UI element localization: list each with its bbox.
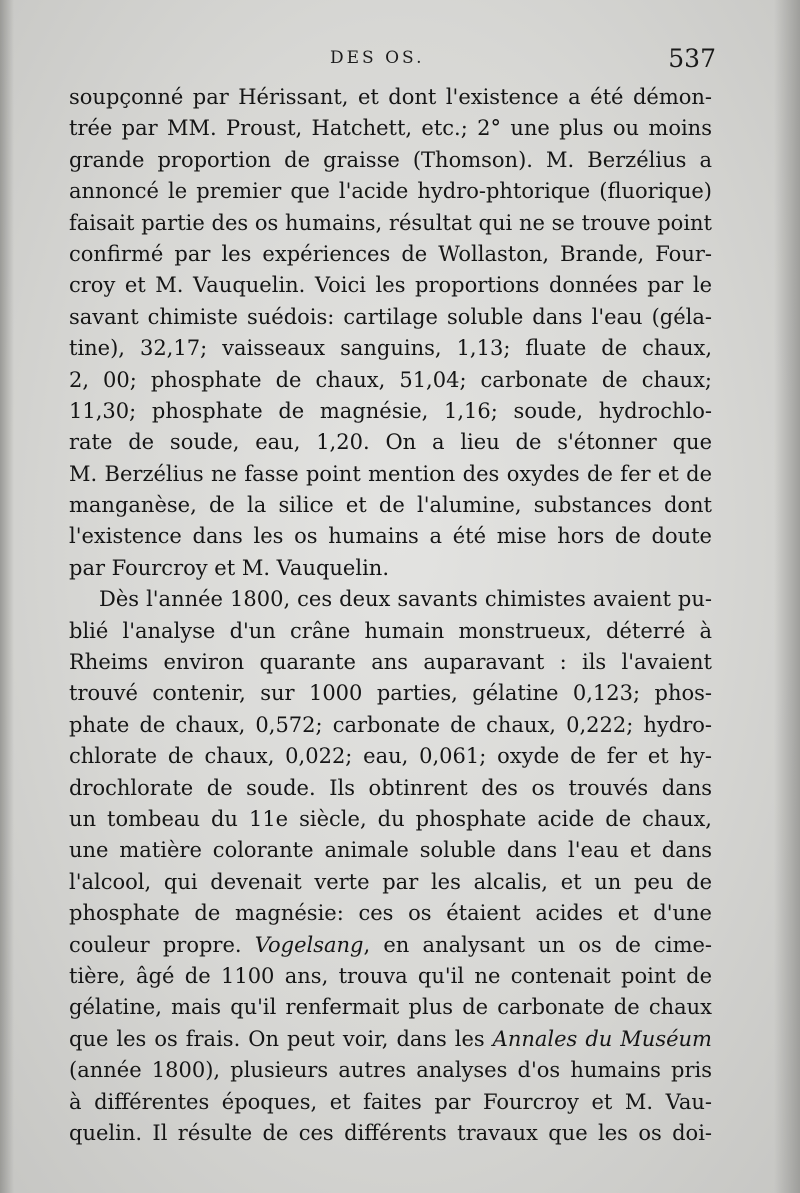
text-line: confirmé par les expériences de Wollaston, Brande, Four-: [69, 241, 712, 266]
text-line: Rheims environ quarante ans auparavant : ils l'avaient: [69, 650, 712, 675]
italic-run: Annales du Muséum: [492, 1026, 712, 1051]
text-line: rate de soude, eau, 1,20. On a lieu de s'étonner que: [69, 430, 712, 455]
text-line: trouvé contenir, sur 1000 parties, gélatine 0,123; phos-: [69, 681, 712, 706]
text-line: annoncé le premier que l'acide hydro-phtorique (fluorique): [69, 179, 712, 204]
text-line: 2, 00; phosphate de chaux, 51,04; carbonate de chaux;: [69, 367, 712, 392]
text-line: gélatine, mais qu'il renfermait plus de carbonate de chaux: [69, 995, 712, 1020]
text-line: à différentes époques, et faites par Fourcroy et M. Vau-: [69, 1089, 712, 1114]
running-head: DES OS.: [330, 48, 425, 68]
text-line: M. Berzélius ne fasse point mention des oxydes de fer et de: [69, 461, 712, 486]
text-line: manganèse, de la silice et de l'alumine, substances dont: [69, 493, 712, 518]
text-line: tière, âgé de 1100 ans, trouva qu'il ne contenait point de: [69, 963, 712, 988]
text-line: soupçonné par Hérissant, et dont l'existence a été démon-: [69, 85, 712, 109]
paragraph-end-line: par Fourcroy et M. Vauquelin.: [69, 555, 389, 580]
text-line: 11,30; phosphate de magnésie, 1,16; soude, hydrochlo-: [69, 398, 712, 423]
text-line: tine), 32,17; vaisseaux sanguins, 1,13; fluate de chaux,: [69, 336, 712, 361]
text-line: faisait partie des os humains, résultat qui ne se trouve point: [69, 210, 712, 235]
page-header: [0, 44, 800, 78]
text-line: drochlorate de soude. Ils obtinrent des os trouvés dans: [69, 775, 712, 800]
text-line: un tombeau du 11e siècle, du phosphate acide de chaux,: [69, 806, 712, 831]
text-line: blié l'analyse d'un crâne humain monstrueux, déterré à: [69, 618, 712, 643]
text-line: savant chimiste suédois: cartilage soluble dans l'eau (géla-: [69, 304, 712, 329]
text-line: quelin. Il résulte de ces différents travaux que les os doi-: [69, 1120, 712, 1145]
paragraph-first-line: Dès l'année 1800, ces deux savants chimistes avaient pu-: [99, 587, 712, 612]
text-line: couleur propre. Vogelsang, en analysant un os de cime-: [69, 932, 713, 957]
text-line: grande proportion de graisse (Thomson). M. Berzélius a: [69, 147, 712, 172]
body-text: [69, 82, 712, 1149]
text-line: l'existence dans les os humains a été mise hors de doute: [69, 524, 712, 549]
page-number: 537: [668, 44, 716, 73]
italic-run: Vogelsang: [254, 932, 364, 957]
text-line: une matière colorante animale soluble dans l'eau et dans: [69, 838, 712, 863]
text-line: (année 1800), plusieurs autres analyses d'os humains pris: [69, 1058, 712, 1083]
text-line: phosphate de magnésie: ces os étaient acides et d'une: [69, 901, 712, 926]
text-line: que les os frais. On peut voir, dans les Annales du Muséum: [69, 1026, 712, 1051]
text-line: trée par MM. Proust, Hatchett, etc.; 2° une plus ou moins: [69, 116, 712, 141]
text-line: croy et M. Vauquelin. Voici les proportions données par le: [69, 273, 712, 298]
text-line: phate de chaux, 0,572; carbonate de chaux, 0,222; hydro-: [69, 712, 712, 737]
text-line: chlorate de chaux, 0,022; eau, 0,061; oxyde de fer et hy-: [69, 744, 712, 769]
text-line: l'alcool, qui devenait verte par les alcalis, et un peu de: [69, 869, 712, 894]
